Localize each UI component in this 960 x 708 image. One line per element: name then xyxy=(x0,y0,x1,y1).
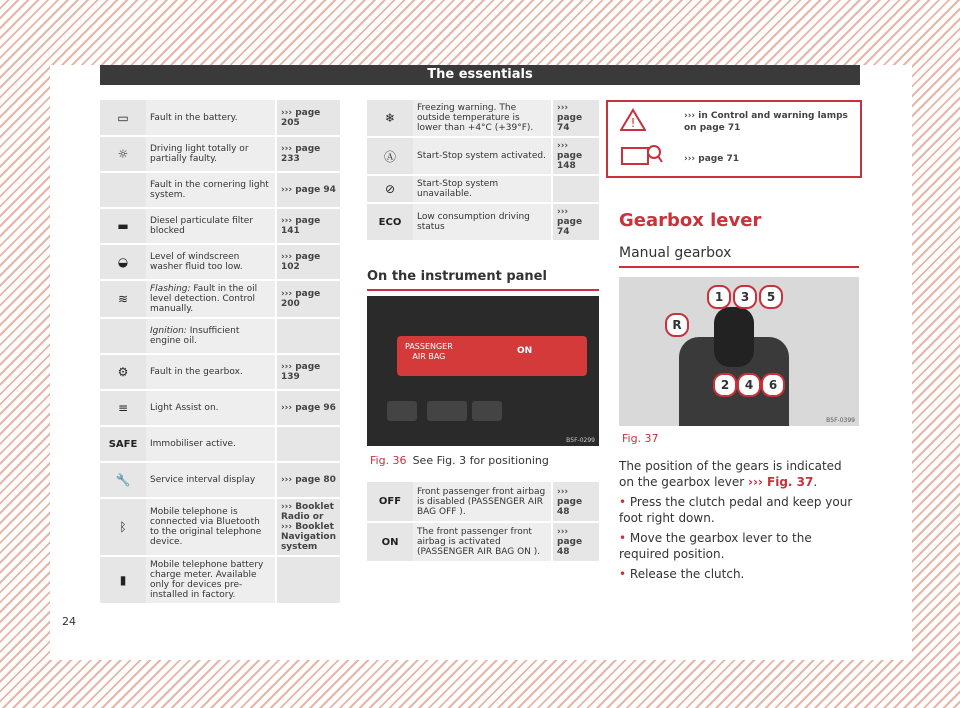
warning-lamps-table xyxy=(100,100,340,605)
airbag-panel-image xyxy=(367,296,599,446)
airbag-off-icon: OFF xyxy=(367,482,413,522)
info-box xyxy=(606,100,862,178)
table-row xyxy=(367,100,599,137)
table-row xyxy=(367,482,599,522)
page-reference[interactable]: ››› page 80 xyxy=(276,462,340,498)
gear-knob xyxy=(714,307,754,367)
gear-label-5: 5 xyxy=(759,285,783,309)
wrench-icon: 🔧 xyxy=(100,462,146,498)
table-row xyxy=(100,390,340,426)
gear-label-3: 3 xyxy=(733,285,757,309)
seat-heat-right-button[interactable] xyxy=(472,401,502,421)
row-text: Immobiliser active. xyxy=(146,426,276,462)
bulb-icon: ☼ xyxy=(100,136,146,172)
row-text: The front passenger front airbag is activated (PASSENGER AIR BAG ON ). xyxy=(413,522,552,562)
row-text: Ignition: Insufficient engine oil. xyxy=(146,318,276,354)
svg-text:!: ! xyxy=(630,116,636,130)
indicator-table xyxy=(367,100,599,242)
airbag-display xyxy=(397,336,587,376)
gearbox-icon: ⚙ xyxy=(100,354,146,390)
manual-book-icon xyxy=(620,142,664,168)
intro-paragraph: The position of the gears is indicated on the gearbox lever ››› Fig. 37. xyxy=(619,459,842,489)
warning-triangle-icon xyxy=(620,108,646,132)
snowflake-icon: ❄ xyxy=(367,100,413,137)
airbag-on-icon: ON xyxy=(367,522,413,562)
row-text: Fault in the gearbox. xyxy=(146,354,276,390)
table-row xyxy=(100,462,340,498)
info-line-2: ››› page 71 xyxy=(684,154,739,164)
page-reference[interactable]: ››› page 200 xyxy=(276,280,340,318)
table-row xyxy=(367,175,599,203)
gear-label-2: 2 xyxy=(713,373,737,397)
page-reference[interactable]: ››› Booklet Radio or ››› Booklet Navigation system xyxy=(276,498,340,556)
gear-lever-image xyxy=(619,277,859,426)
row-text: Freezing warning. The outside temperature is lower than +4°C (+39°F). xyxy=(413,100,552,137)
table-row xyxy=(100,244,340,280)
table-row xyxy=(100,498,340,556)
particulate-filter-icon: ▬ xyxy=(100,208,146,244)
table-row xyxy=(367,203,599,241)
page-reference xyxy=(276,556,340,604)
row-text: Diesel particulate filter blocked xyxy=(146,208,276,244)
bullet-2: • Move the gearbox lever to the required position. xyxy=(619,531,812,561)
info-line-1: ››› in Control and warning lamps on page 71 xyxy=(684,111,848,133)
bullet-1: • Press the clutch pedal and keep your foot right down. xyxy=(619,495,853,525)
fig37-link[interactable]: ››› Fig. 37 xyxy=(748,475,814,489)
gear-label-R: R xyxy=(665,313,689,337)
bullet-3: • Release the clutch. xyxy=(619,567,745,581)
start-stop-icon: Ⓐ xyxy=(367,137,413,175)
page-reference xyxy=(552,175,599,203)
table-row xyxy=(100,280,340,318)
airbag-table xyxy=(367,482,599,563)
table-row xyxy=(100,556,340,604)
table-row xyxy=(367,137,599,175)
page-reference[interactable]: ››› page 205 xyxy=(276,100,340,136)
row-text: Fault in the cornering light system. xyxy=(146,172,276,208)
page-reference[interactable]: ››› page 233 xyxy=(276,136,340,172)
table-row xyxy=(100,354,340,390)
gear-label-4: 4 xyxy=(737,373,761,397)
row-text: Level of windscreen washer fluid too low. xyxy=(146,244,276,280)
icon-cell xyxy=(100,172,146,208)
gear-label-6: 6 xyxy=(761,373,785,397)
page-reference[interactable]: ››› page 141 xyxy=(276,208,340,244)
page-reference xyxy=(276,318,340,354)
safe-icon: SAFE xyxy=(100,426,146,462)
page-reference[interactable]: ››› page 102 xyxy=(276,244,340,280)
page-header: The essentials xyxy=(100,65,860,85)
page-reference[interactable]: ››› page 48 xyxy=(552,482,599,522)
page-reference[interactable]: ››› page 48 xyxy=(552,522,599,562)
row-text: Service interval display xyxy=(146,462,276,498)
table-row xyxy=(100,318,340,354)
page-reference[interactable]: ››› page 74 xyxy=(552,203,599,241)
row-text: Driving light totally or partially faulty. xyxy=(146,136,276,172)
table-row xyxy=(367,522,599,562)
fig37-caption: Fig. 37 xyxy=(622,432,659,445)
table-row xyxy=(100,426,340,462)
page-number: 24 xyxy=(62,615,76,628)
table-row xyxy=(100,208,340,244)
airbag-label-1: PASSENGER xyxy=(405,342,453,351)
table-row xyxy=(100,172,340,208)
airbag-label-2: AIR BAG xyxy=(412,352,446,361)
page-reference[interactable]: ››› page 94 xyxy=(276,172,340,208)
gear-label-1: 1 xyxy=(707,285,731,309)
light-assist-icon: ≡ xyxy=(100,390,146,426)
row-text: Light Assist on. xyxy=(146,390,276,426)
table-row xyxy=(100,136,340,172)
eco-icon: ECO xyxy=(367,203,413,241)
row-text: Fault in the battery. xyxy=(146,100,276,136)
row-text: Start-Stop system activated. xyxy=(413,137,552,175)
seat-heat-button[interactable] xyxy=(387,401,417,421)
page-reference[interactable]: ››› page 139 xyxy=(276,354,340,390)
table-row xyxy=(100,100,340,136)
oil-level-icon: ≋ xyxy=(100,280,146,318)
row-text: Mobile telephone is connected via Bluetooth to the original telephone device. xyxy=(146,498,276,556)
start-stop-off-icon: ⊘ xyxy=(367,175,413,203)
battery-icon: ▭ xyxy=(100,100,146,136)
row-text: Start-Stop system unavailable. xyxy=(413,175,552,203)
icon-cell xyxy=(100,318,146,354)
page-reference[interactable]: ››› page 74 xyxy=(552,100,599,137)
fig36-caption: Fig. 36 See Fig. 3 for positioning xyxy=(370,454,549,467)
row-text: Low consumption driving status xyxy=(413,203,552,241)
row-text: Front passenger front airbag is disabled (PASSENGER AIR BAG OFF ). xyxy=(413,482,552,522)
instrument-panel-heading: On the instrument panel xyxy=(367,269,599,291)
bluetooth-icon: ᛒ xyxy=(100,498,146,556)
phone-battery-icon: ▮ xyxy=(100,556,146,604)
page-reference xyxy=(276,426,340,462)
fig36-code: B5F-0299 xyxy=(566,437,595,444)
airbag-on-label: ON xyxy=(517,346,533,356)
page-reference[interactable]: ››› page 148 xyxy=(552,137,599,175)
fig37-code: B5F-0399 xyxy=(826,417,855,424)
washer-fluid-icon: ◒ xyxy=(100,244,146,280)
row-text: Mobile telephone battery charge meter. Available only for devices pre-installed in factory. xyxy=(146,556,276,604)
recirculation-button[interactable] xyxy=(427,401,467,421)
row-text: Flashing: Fault in the oil level detection. Control manually. xyxy=(146,280,276,318)
page-reference[interactable]: ››› page 96 xyxy=(276,390,340,426)
gearbox-heading: Gearbox lever xyxy=(619,210,762,231)
body-text xyxy=(619,458,859,586)
manual-gearbox-heading: Manual gearbox xyxy=(619,245,859,268)
